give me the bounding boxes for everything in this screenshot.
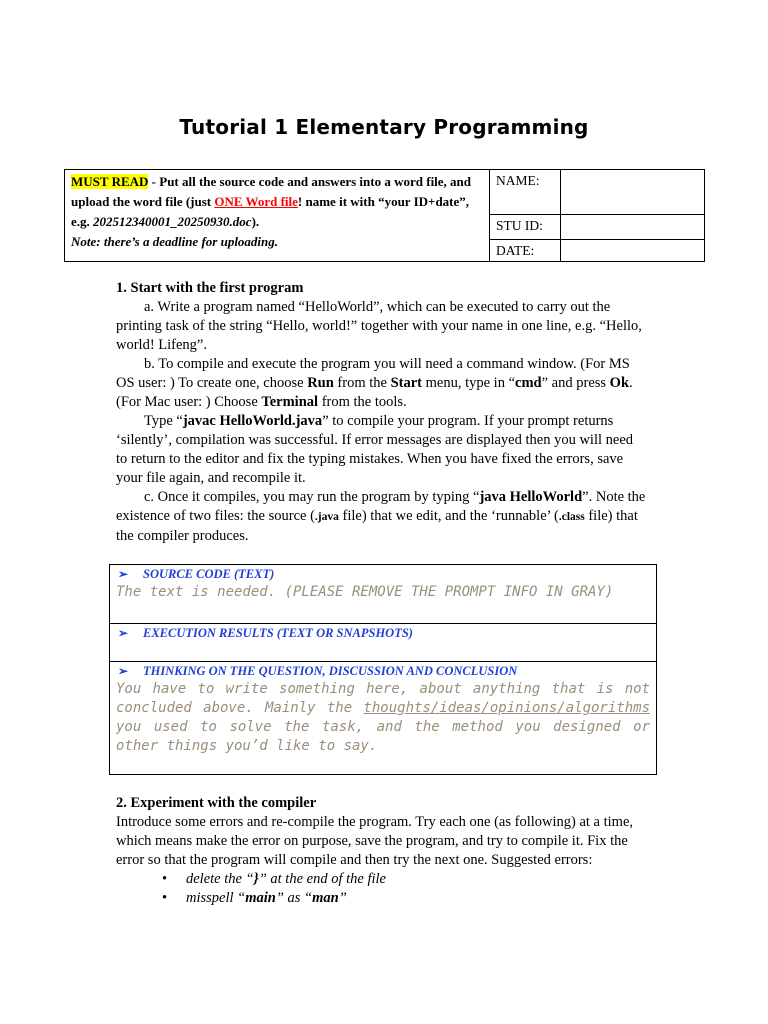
section-2-heading: 2. Experiment with the compiler <box>116 795 317 811</box>
suggested-errors-list <box>116 870 646 908</box>
section-2 <box>116 794 646 908</box>
step-c-text: c. Once it compiles, you may run the program by typing “java HelloWorld”. Note the existence of two files: the source (.java file) that we edit, and the ‘runnable’ (.class file) that the compiler produces. <box>116 489 646 544</box>
arrow-bullet-icon: ➢ <box>118 567 129 581</box>
one-word-file-emphasis: ONE Word file <box>214 194 298 209</box>
list-item: • delete the “}” at the end of the file <box>162 871 386 887</box>
arrow-bullet-icon: ➢ <box>118 664 129 678</box>
deadline-note: Note: there’s a deadline for uploading. <box>71 234 279 249</box>
stu-id-label: STU ID: <box>490 215 561 240</box>
section-1 <box>116 279 646 546</box>
bullet-icon: • <box>162 890 168 906</box>
thinking-prompt: You have to write something here, about anything that is not concluded above. Mainly the thoughts/ideas/opinions/algorithms you used to solve the task, and the method you designed or other things you’d like to say. <box>116 681 650 754</box>
date-field[interactable] <box>561 240 705 262</box>
instructions-cell: MUST READ - Put all the source code and answers into a word file, and upload the word file (just ONE Word file! name it with “your ID+date”, e.g. 202512340001_20250930.doc). Note: there’s a deadline for uploading. <box>65 170 490 262</box>
source-code-heading: ➢ SOURCE CODE (TEXT) <box>118 567 275 581</box>
execution-results-section[interactable] <box>110 623 656 661</box>
thinking-section[interactable] <box>110 661 656 774</box>
name-label: NAME: <box>490 170 561 215</box>
header-info-table <box>64 169 705 262</box>
bullet-icon: • <box>162 871 168 887</box>
stu-id-field[interactable] <box>561 215 705 240</box>
section-1-heading: 1. Start with the first program <box>116 280 304 296</box>
arrow-bullet-icon: ➢ <box>118 626 129 640</box>
must-read-highlight: MUST READ <box>71 174 149 189</box>
date-label: DATE: <box>490 240 561 262</box>
step-a-text: a. Write a program named “HelloWorld”, which can be executed to carry out the printing task of the string “Hello, world!” together with your name in one line, e.g. “Hello, world! Lifeng”. <box>116 299 642 353</box>
answer-box <box>109 564 657 775</box>
list-item: • misspell “main” as “man” <box>162 890 347 906</box>
step-b-text: b. To compile and execute the program you will need a command window. (For MS OS user: ) To create one, choose Run from the Start menu, type in “cmd” and press Ok. (For Mac user: ) Choose Terminal from the tools. <box>116 356 633 410</box>
compile-instructions: Type “javac HelloWorld.java” to compile your program. If your prompt returns ‘silently’, compilation was successful. If error messages are displayed then you will need to return to the editor and fix the typing mistakes. When you have fixed the errors, save your file again, and recompile it. <box>116 413 634 486</box>
thinking-heading: ➢ THINKING ON THE QUESTION, DISCUSSION AND CONCLUSION <box>118 664 518 678</box>
source-code-prompt: The text is needed. (PLEASE REMOVE THE PROMPT INFO IN GRAY) <box>116 584 614 600</box>
section-2-body: Introduce some errors and re-compile the program. Try each one (as following) at a time, which means make the error on purpose, save the program, and try to compile it. Fix the error so that the program will compile and then try the next one. Suggested errors: <box>116 814 634 868</box>
source-code-section[interactable] <box>110 565 656 623</box>
name-field[interactable] <box>561 170 705 215</box>
page-title: Tutorial 1 Elementary Programming <box>179 115 589 139</box>
execution-results-heading: ➢ EXECUTION RESULTS (TEXT OR SNAPSHOTS) <box>118 626 413 640</box>
